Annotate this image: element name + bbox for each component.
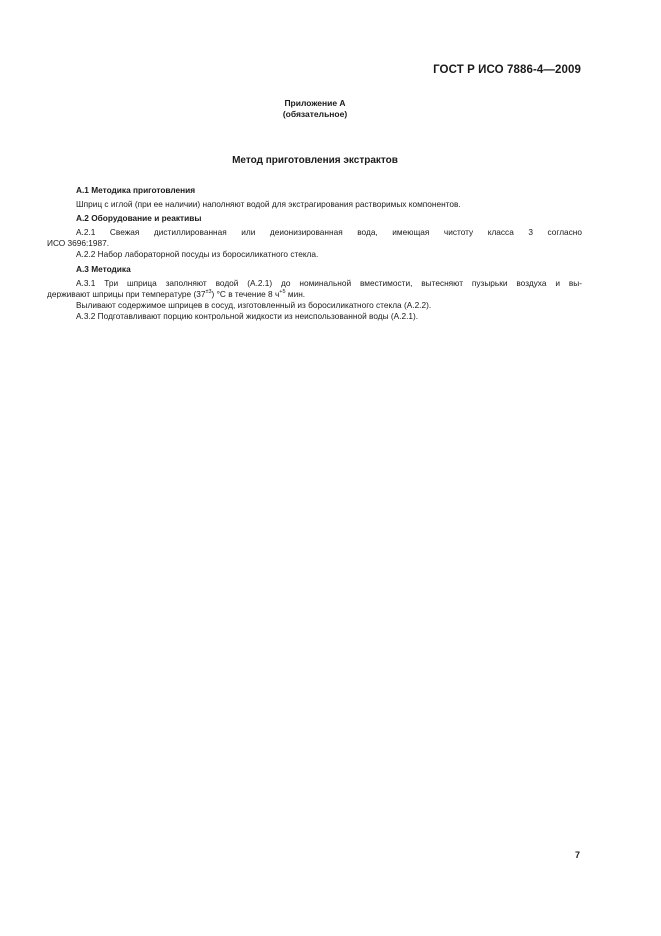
page-number: 7 — [575, 850, 581, 860]
appendix-status: (обязательное) — [282, 109, 348, 119]
time-tolerance: +5 — [279, 288, 286, 295]
section-a2-heading: А.2 Оборудование и реактивы — [76, 213, 202, 224]
appendix-label: Приложение А — [284, 98, 346, 108]
paragraph-a31-line2 — [47, 289, 582, 300]
a31-text-part2: ) °С в течение 8 ч — [211, 288, 280, 299]
temperature-tolerance: ±3 — [205, 288, 212, 295]
appendix-heading — [215, 98, 415, 120]
standard-header: ГОСТ Р ИСО 7886-4—2009 — [433, 64, 581, 76]
a31-text-part3: мин. — [285, 288, 306, 299]
section-a1-heading: А.1 Методика приготовления — [76, 185, 196, 195]
document-body — [47, 183, 582, 322]
document-title: Метод приготовления экстрактов — [232, 155, 398, 166]
paragraph-a22: А.2.2 Набор лабораторной посуды из боросиликатного стекла. — [76, 249, 319, 260]
paragraph-a31-continued: Выливают содержимое шприцев в сосуд, изготовленный из боросиликатного стекла (А.2.2). — [76, 299, 432, 310]
paragraph-a21-line2: ИСО 3696:1987. — [47, 238, 110, 249]
a31-text-part1: держивают шприцы при температуре (37 — [47, 288, 206, 299]
paragraph-a21-line1: А.2.1 Свежая дистиллированная или деионизированная вода, имеющая чистоту класса 3 согласно — [76, 227, 582, 238]
paragraph-a32: А.3.2 Подготавливают порцию контрольной жидкости из неиспользованной воды (А.2.1). — [76, 310, 419, 321]
section-a1-text: Шприц с иглой (при ее наличии) наполняют водой для экстрагирования растворимых компонентов. — [76, 199, 461, 210]
section-a3-heading: А.3 Методика — [76, 263, 131, 274]
paragraph-a31-line1: А.3.1 Три шприца заполняют водой (А.2.1) до номинальной вместимости, вытесняют пузырьки воздуха и вы- — [76, 277, 582, 288]
